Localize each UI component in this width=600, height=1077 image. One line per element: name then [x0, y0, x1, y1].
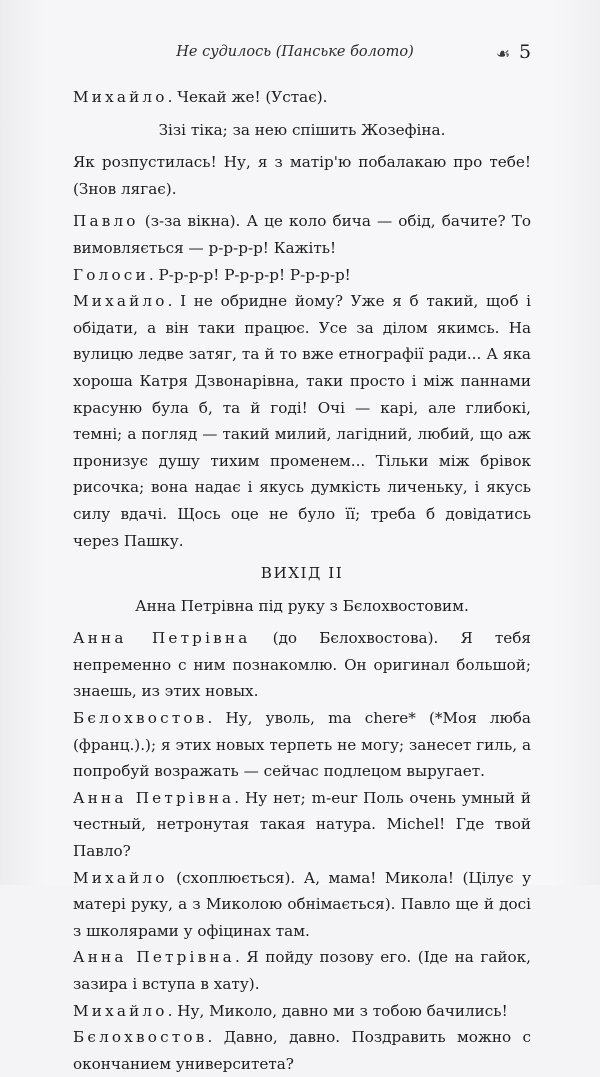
paragraph	[73, 262, 531, 289]
speaker-name: Михайло	[73, 868, 168, 887]
paragraph	[73, 944, 531, 997]
ornament-icon: ☙	[496, 44, 511, 63]
dialogue-text: . Я пойду позову его. (Іде на гайок, зазира і вступа в хату).	[73, 948, 531, 993]
paragraph: Як розпустилась! Ну, я з матір'ю побалакаю про тебе! (Знов лягає).	[73, 153, 531, 198]
paragraph	[73, 288, 531, 554]
stage-direction: Анна Петрівна під руку з Бєлохвостовим.	[135, 596, 469, 615]
section-heading: ВИХІД II	[260, 564, 344, 583]
stage-direction: Зізі тіка; за нею спішить Жозефіна.	[158, 120, 446, 139]
page-body	[73, 84, 531, 1077]
dialogue-text: (схоплюється). А, мама! Микола! (Цілує у матері руку, а з Миколою обнімається). Павло ще й досі з школярами у офіцинах там.	[73, 868, 531, 940]
paragraph	[73, 1024, 531, 1077]
speaker-name: Михайло	[73, 292, 168, 311]
speaker-name: Павло	[73, 212, 139, 231]
page-number: 5	[519, 41, 532, 63]
speaker-name: Голоси	[73, 265, 149, 284]
paragraph	[73, 785, 531, 865]
dialogue-text: . Р-р-р-р! Р-р-р-р! Р-р-р-р!	[148, 265, 351, 284]
dialogue-text: . Давно, давно. Поздравить можно с окончанием университета?	[73, 1028, 531, 1073]
dialogue-text: (з-за вікна). А це коло бича — обід, бачите? То вимовляється — р-р-р-р! Кажіть!	[73, 212, 531, 257]
speaker-name: Анна Петрівна	[73, 948, 235, 967]
speaker-name: Анна Петрівна	[73, 629, 251, 648]
dialogue-text: . Ну нет; m-eur Поль очень умный й честный, нетронутая такая натура. Michel! Где твой Павло?	[73, 788, 531, 861]
paragraph	[73, 625, 531, 705]
speaker-name: Анна Петрівна	[73, 788, 235, 807]
paragraph	[73, 865, 531, 945]
dialogue-text: (до Бєлохвостова). Я тебя непременно с ним познакомлю. Он оригинал большой; знаешь, из этих новых.	[73, 629, 532, 701]
dialogue-text: . Ну, Миколо, давно ми з тобою бачились!	[167, 1001, 508, 1020]
speaker-name: Бєлохвостов	[73, 709, 208, 728]
speaker-name: Михайло	[73, 88, 168, 106]
speaker-name: Михайло	[73, 1001, 168, 1020]
paragraph	[73, 84, 531, 111]
paragraph	[73, 998, 531, 1025]
dialogue-text: . Чекай же! (Устає).	[167, 88, 328, 106]
paragraph	[73, 208, 531, 261]
page-header	[0, 41, 600, 68]
dialogue-text: . І не обридне йому? Уже я б такий, щоб і обідати, а він таки працює. Усе за ділом якимсь. На вулицю ледве затяг, та й то вже етнографії ради... А яка хороша Катря Дзвонарівна, таки просто і між паннами красуню була б, та й годі! Очі — карі, але глибокі, темні; а погляд — такий милий, лагідний, любий, що аж пронизує душу тихим променем... Тільки між брівок рисочка; вона надає і якусь думкість личеньку, і якусь силу вдачі. Щось оце не було її; треба б довідатись через Пашку.	[73, 292, 531, 550]
running-title: Не судилось (Панське болото)	[176, 44, 414, 60]
paragraph	[73, 705, 531, 785]
dialogue-text: . Ну, уволь, ma chere* (*Моя люба (франц.).); я этих новых терпеть не могу; занесет гиль, а попробуй возражать — сейчас подлецом выругает.	[73, 709, 531, 781]
speaker-name: Бєлохвостов	[73, 1028, 208, 1047]
